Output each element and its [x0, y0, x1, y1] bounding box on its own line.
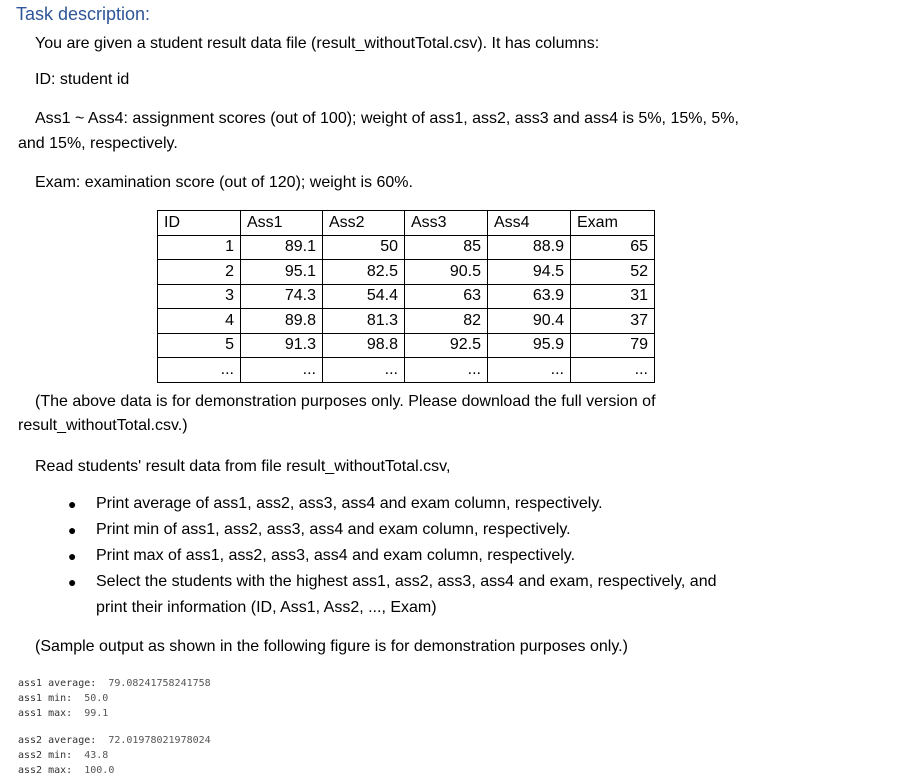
table-cell: 85	[405, 235, 488, 260]
table-cell: 90.5	[405, 260, 488, 285]
table-header-row	[158, 211, 655, 236]
table-row	[158, 235, 655, 260]
table-cell: 74.3	[241, 284, 323, 309]
table-cell: ...	[158, 358, 241, 383]
table-cell: ...	[488, 358, 571, 383]
table-cell: 92.5	[405, 333, 488, 358]
console-value: 99.1	[84, 708, 109, 719]
table-cell: 98.8	[323, 333, 405, 358]
table-cell: 1	[158, 235, 241, 260]
table-cell: 54.4	[323, 284, 405, 309]
list-item-text: Select the students with the highest ass1, ass2, ass3, ass4 and exam, respectively, and	[96, 573, 717, 590]
console-value: 79.08241758241758	[108, 678, 211, 689]
table-cell: 95.1	[241, 260, 323, 285]
task-bullet-list	[40, 491, 717, 621]
list-item	[40, 543, 717, 569]
table-cell: 90.4	[488, 309, 571, 334]
header-ass1: Ass1	[241, 211, 323, 236]
id-description: ID: student id	[35, 71, 130, 88]
table-cell: 82	[405, 309, 488, 334]
table-cell: 89.8	[241, 309, 323, 334]
table-cell: 63	[405, 284, 488, 309]
exam-description: Exam: examination score (out of 120); weight is 60%.	[35, 174, 413, 191]
table-cell: ...	[241, 358, 323, 383]
table-row	[158, 309, 655, 334]
table-cell: 95.9	[488, 333, 571, 358]
table-cell: 63.9	[488, 284, 571, 309]
list-item-text: Print average of ass1, ass2, ass3, ass4 and exam column, respectively.	[96, 495, 603, 512]
console-line	[18, 748, 211, 763]
table-cell: 81.3	[323, 309, 405, 334]
task-heading: Task description:	[16, 4, 151, 24]
header-ass2: Ass2	[323, 211, 405, 236]
table-cell: 50	[323, 235, 405, 260]
table-cell: 37	[571, 309, 655, 334]
table-cell: ...	[405, 358, 488, 383]
console-value: 72.01978021978024	[108, 735, 211, 746]
console-line	[18, 706, 211, 721]
list-item-text: Print min of ass1, ass2, ass3, ass4 and exam column, respectively.	[96, 521, 571, 538]
bullet-icon: ●	[68, 574, 77, 590]
table-cell: 88.9	[488, 235, 571, 260]
console-label: ass1 min:	[18, 693, 73, 704]
header-ass3: Ass3	[405, 211, 488, 236]
note-line1: (The above data is for demonstration purposes only. Please download the full version of	[35, 393, 656, 410]
list-item-text: Print max of ass1, ass2, ass3, ass4 and exam column, respectively.	[96, 547, 576, 564]
header-id: ID	[158, 211, 241, 236]
console-label: ass2 average:	[18, 735, 97, 746]
table-cell: 31	[571, 284, 655, 309]
console-label: ass1 max:	[18, 708, 73, 719]
header-ass4: Ass4	[488, 211, 571, 236]
header-exam: Exam	[571, 211, 655, 236]
console-output	[18, 676, 211, 721]
console-label: ass1 average:	[18, 678, 97, 689]
table-row	[158, 284, 655, 309]
table-cell: 5	[158, 333, 241, 358]
console-output	[18, 733, 211, 778]
table-cell: 65	[571, 235, 655, 260]
table-cell: 91.3	[241, 333, 323, 358]
table-cell: ...	[571, 358, 655, 383]
console-label: ass2 max:	[18, 765, 73, 776]
list-item	[40, 569, 717, 595]
sample-data-table	[157, 210, 655, 383]
console-value: 50.0	[84, 693, 109, 704]
list-item	[40, 517, 717, 543]
read-instruction: Read students' result data from file result_withoutTotal.csv,	[35, 458, 451, 475]
table-cell: 89.1	[241, 235, 323, 260]
table-cell: 79	[571, 333, 655, 358]
table-row	[158, 260, 655, 285]
console-line	[18, 733, 211, 748]
table-row	[158, 358, 655, 383]
table-cell: 4	[158, 309, 241, 334]
intro-text: You are given a student result data file (result_withoutTotal.csv). It has columns:	[35, 35, 600, 52]
note-line2: result_withoutTotal.csv.)	[18, 417, 188, 434]
list-item-text: print their information (ID, Ass1, Ass2, ..., Exam)	[96, 599, 437, 616]
console-line	[18, 691, 211, 706]
console-value: 100.0	[84, 765, 115, 776]
console-label: ass2 min:	[18, 750, 73, 761]
console-value: 43.8	[84, 750, 109, 761]
table-cell: 82.5	[323, 260, 405, 285]
ass-description-line2: and 15%, respectively.	[18, 135, 178, 152]
bullet-icon: ●	[68, 496, 77, 512]
sample-output-note: (Sample output as shown in the following figure is for demonstration purposes only.)	[35, 638, 628, 655]
table-row	[158, 333, 655, 358]
table-cell: 2	[158, 260, 241, 285]
console-line	[18, 763, 211, 778]
list-item	[40, 491, 717, 517]
table-cell: 52	[571, 260, 655, 285]
ass-description-line1: Ass1 ~ Ass4: assignment scores (out of 100); weight of ass1, ass2, ass3 and ass4 is 5%, 15%, 5%,	[35, 110, 739, 127]
bullet-icon: ●	[68, 548, 77, 564]
table-cell: 94.5	[488, 260, 571, 285]
list-item-continuation	[40, 595, 717, 621]
table-cell: ...	[323, 358, 405, 383]
table-cell: 3	[158, 284, 241, 309]
console-line	[18, 676, 211, 691]
bullet-icon: ●	[68, 522, 77, 538]
